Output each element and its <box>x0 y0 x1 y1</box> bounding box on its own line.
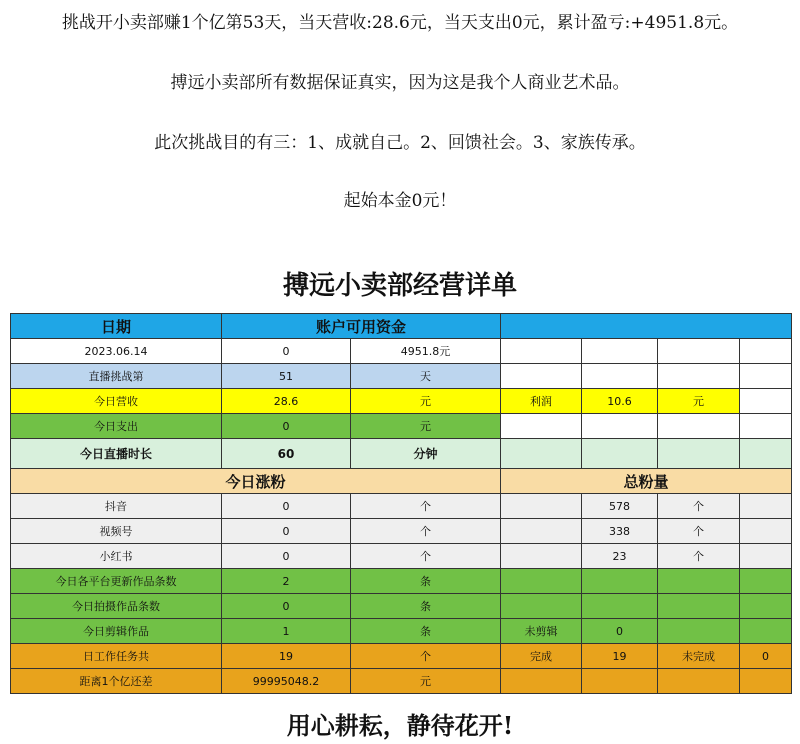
fans-total-unit: 个 <box>658 544 740 569</box>
edit-unit: 条 <box>351 619 501 644</box>
gap-unit: 元 <box>351 669 501 694</box>
live-duration-unit: 分钟 <box>351 439 501 469</box>
posts-row <box>11 569 792 594</box>
fans-today-value: 0 <box>222 494 351 519</box>
edit-label: 今日剪辑作品 <box>11 619 222 644</box>
shots-unit: 条 <box>351 594 501 619</box>
tasks-row <box>11 644 792 669</box>
shots-label: 今日拍摄作品条数 <box>11 594 222 619</box>
profit-label: 利润 <box>501 389 582 414</box>
fans-total-value: 578 <box>582 494 658 519</box>
fans-today-unit: 个 <box>351 544 501 569</box>
page-title: 搏远小卖部经营详单 <box>282 271 517 301</box>
shots-row <box>11 594 792 619</box>
fans-total-unit: 个 <box>658 494 740 519</box>
fans-today-unit: 个 <box>351 519 501 544</box>
tasks-done-value: 19 <box>582 644 658 669</box>
unedited-label: 未剪辑 <box>501 619 582 644</box>
live-duration-label: 今日直播时长 <box>11 439 222 469</box>
expense-label: 今日支出 <box>11 414 222 439</box>
unedited-value: 0 <box>582 619 658 644</box>
gap-label: 距离1个亿还差 <box>11 669 222 694</box>
fans-total-value: 338 <box>582 519 658 544</box>
posts-unit: 条 <box>351 569 501 594</box>
gap-value: 99995048.2 <box>222 669 351 694</box>
expense-value: 0 <box>222 414 351 439</box>
expense-row <box>11 414 792 439</box>
date-header: 日期 <box>11 314 222 339</box>
tasks-undone-label: 未完成 <box>658 644 740 669</box>
tasks-undone-value: 0 <box>740 644 792 669</box>
live-duration-row <box>11 439 792 469</box>
header-row <box>11 314 792 339</box>
footer-slogan: 用心耕耘，静待花开! <box>286 711 514 740</box>
fans-today-value: 0 <box>222 519 351 544</box>
expense-unit: 元 <box>351 414 501 439</box>
fans-platform: 小红书 <box>11 544 222 569</box>
fans-platform: 视频号 <box>11 519 222 544</box>
fans-header-row <box>11 469 792 494</box>
profit-unit: 元 <box>658 389 740 414</box>
challenge-day-row <box>11 364 792 389</box>
profit-value: 10.6 <box>582 389 658 414</box>
revenue-row <box>11 389 792 414</box>
shots-value: 0 <box>222 594 351 619</box>
fans-total-unit: 个 <box>658 519 740 544</box>
live-duration-value: 60 <box>222 439 351 469</box>
fans-today-value: 0 <box>222 544 351 569</box>
tasks-value: 19 <box>222 644 351 669</box>
challenge-day-unit: 天 <box>351 364 501 389</box>
intro-line-4: 起始本金0元！ <box>343 191 457 211</box>
fans-today-header: 今日涨粉 <box>11 469 501 494</box>
revenue-value: 28.6 <box>222 389 351 414</box>
ledger-table <box>10 313 792 694</box>
edit-value: 1 <box>222 619 351 644</box>
date-zero-cell: 0 <box>222 339 351 364</box>
tasks-done-label: 完成 <box>501 644 582 669</box>
revenue-label: 今日营收 <box>11 389 222 414</box>
intro-line-1: 挑战开小卖部赚1个亿第53天，当天营收:28.6元，当天支出0元，累计盈亏:+4951.8元。 <box>61 13 739 33</box>
intro-line-2: 搏远小卖部所有数据保证真实，因为这是我个人商业艺术品。 <box>170 73 630 93</box>
gap-row <box>11 669 792 694</box>
tasks-label: 日工作任务共 <box>11 644 222 669</box>
posts-value: 2 <box>222 569 351 594</box>
revenue-unit: 元 <box>351 389 501 414</box>
date-row <box>11 339 792 364</box>
challenge-day-label: 直播挑战第 <box>11 364 222 389</box>
date-cell: 2023.06.14 <box>11 339 222 364</box>
fans-row <box>11 519 792 544</box>
fans-today-unit: 个 <box>351 494 501 519</box>
fans-platform: 抖音 <box>11 494 222 519</box>
posts-label: 今日各平台更新作品条数 <box>11 569 222 594</box>
funds-header: 账户可用资金 <box>222 314 501 339</box>
fans-total-value: 23 <box>582 544 658 569</box>
edit-row <box>11 619 792 644</box>
funds-cell: 4951.8元 <box>351 339 501 364</box>
tasks-unit: 个 <box>351 644 501 669</box>
challenge-day-value: 51 <box>222 364 351 389</box>
fans-row <box>11 494 792 519</box>
intro-line-3: 此次挑战目的有三：1、成就自己。2、回馈社会。3、家族传承。 <box>154 133 646 153</box>
fans-row <box>11 544 792 569</box>
fans-total-header: 总粉量 <box>501 469 792 494</box>
